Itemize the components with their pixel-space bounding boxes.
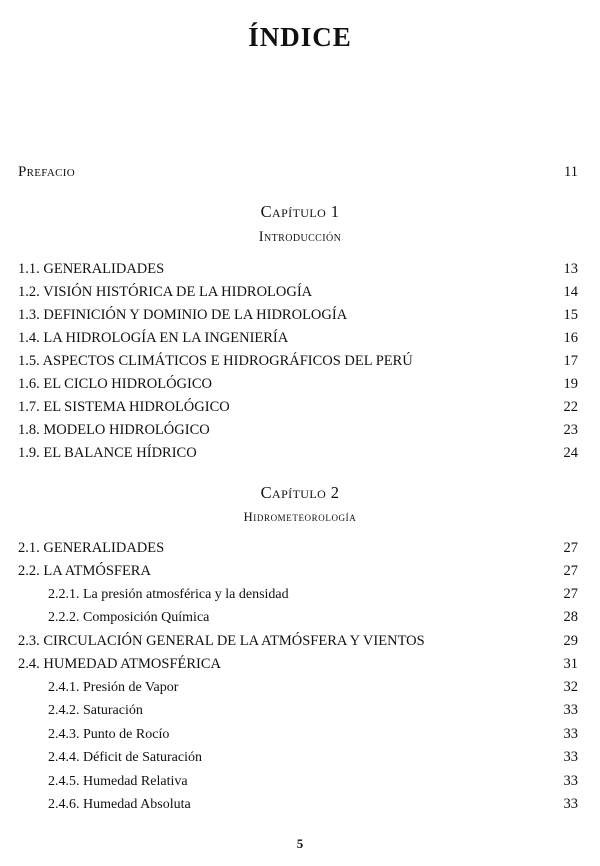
toc-entry-label: 2.4.6. Humedad Absoluta bbox=[48, 797, 191, 812]
toc-entry-prefacio[interactable] bbox=[18, 165, 582, 180]
toc-entry[interactable] bbox=[18, 331, 582, 346]
toc-entry-label: 1.5. ASPECTOS CLIMÁTICOS E HIDROGRÁFICOS DEL PERÚ bbox=[18, 353, 413, 369]
toc-entry[interactable] bbox=[18, 774, 582, 789]
toc-entry-label: 2.1. GENERALIDADES bbox=[18, 539, 165, 556]
chapter-heading-1 bbox=[18, 202, 582, 246]
chapter-2-entries bbox=[18, 541, 582, 813]
toc-entry[interactable] bbox=[18, 446, 582, 461]
toc-entry-label: 2.2. LA ATMÓSFERA bbox=[18, 562, 151, 579]
toc-entry-label: 2.3. CIRCULACIÓN GENERAL DE LA ATMÓSFERA Y VIENTOS bbox=[18, 632, 425, 649]
chapter-heading-2 bbox=[18, 483, 582, 525]
toc-entry-page: 24 bbox=[563, 445, 578, 461]
toc-entry-page: 33 bbox=[563, 702, 578, 718]
toc-entry[interactable] bbox=[18, 262, 582, 277]
toc-entry-label: 1.4. LA HIDROLOGÍA EN LA INGENIERÍA bbox=[18, 330, 289, 346]
toc-entry-label: 2.4.3. Punto de Rocío bbox=[48, 726, 170, 742]
chapter-name: Introducción bbox=[258, 229, 342, 245]
toc-entry[interactable] bbox=[18, 541, 582, 556]
toc-entry-page: 14 bbox=[563, 284, 578, 300]
toc-entry-page: 23 bbox=[563, 422, 578, 438]
toc-entry-page: 27 bbox=[563, 585, 578, 602]
toc-entry-page: 32 bbox=[563, 678, 578, 695]
chapter-name: Hidrometeorología bbox=[243, 509, 357, 524]
toc-entry-page: 16 bbox=[563, 330, 578, 346]
toc-entry[interactable] bbox=[18, 423, 582, 438]
toc-entry-page: 33 bbox=[563, 796, 578, 812]
toc-entry[interactable] bbox=[18, 634, 582, 649]
toc-entry-page: 19 bbox=[563, 376, 578, 392]
toc-entry[interactable] bbox=[18, 703, 582, 718]
toc-entry-page: 31 bbox=[563, 655, 578, 672]
toc-entry[interactable] bbox=[18, 308, 582, 323]
toc-entry-label: 2.2.2. Composición Química bbox=[48, 610, 210, 625]
chapter-number-label: Capítulo 2 bbox=[260, 482, 340, 502]
toc-entry-label: 2.2.1. La presión atmosférica y la densidad bbox=[48, 586, 289, 602]
toc-entry-page: 13 bbox=[563, 261, 578, 277]
toc-entry[interactable] bbox=[18, 400, 582, 415]
toc-entry-label: 1.3. DEFINICIÓN Y DOMINIO DE LA HIDROLOGÍA bbox=[18, 307, 348, 323]
toc-entry[interactable] bbox=[18, 564, 582, 579]
toc-entry-label: 2.4.1. Presión de Vapor bbox=[48, 679, 179, 695]
toc-entry-label: 1.8. MODELO HIDROLÓGICO bbox=[18, 422, 210, 438]
toc-entry[interactable] bbox=[18, 727, 582, 742]
toc-entry-page: 22 bbox=[563, 399, 578, 415]
toc-entry-page: 27 bbox=[563, 562, 578, 579]
toc-entry-label: 1.2. VISIÓN HISTÓRICA DE LA HIDROLOGÍA bbox=[18, 284, 313, 300]
toc-entry[interactable] bbox=[18, 377, 582, 392]
toc-entry[interactable] bbox=[18, 750, 582, 765]
toc-entry-label: 2.4.5. Humedad Relativa bbox=[48, 773, 188, 789]
toc-entry-label: 2.4.4. Déficit de Saturación bbox=[48, 750, 202, 765]
toc-entry-page: 17 bbox=[563, 353, 578, 369]
toc-entry-label: 1.7. EL SISTEMA HIDROLÓGICO bbox=[18, 399, 230, 415]
toc-entry[interactable] bbox=[18, 587, 582, 602]
chapter-number-label: Capítulo 1 bbox=[260, 202, 340, 221]
toc-entry-label: 2.4.2. Saturación bbox=[48, 703, 143, 718]
toc-entry-page: 28 bbox=[563, 609, 578, 625]
toc-entry[interactable] bbox=[18, 797, 582, 812]
toc-entry[interactable] bbox=[18, 680, 582, 695]
toc-entry-page: 33 bbox=[563, 772, 578, 789]
title-spacer bbox=[18, 53, 582, 165]
toc-entry-label: 1.6. EL CICLO HIDROLÓGICO bbox=[18, 376, 212, 392]
toc-entry[interactable] bbox=[18, 354, 582, 369]
footer-page-number: 5 bbox=[296, 836, 304, 851]
toc-entry-page: 27 bbox=[563, 539, 578, 556]
toc-entry-page: 29 bbox=[563, 632, 578, 649]
chapter-1-entries bbox=[18, 262, 582, 461]
toc-entry-page: 33 bbox=[563, 725, 578, 742]
toc-entry-label: 1.1. GENERALIDADES bbox=[18, 261, 165, 277]
toc-entry-label: Prefacio bbox=[18, 164, 75, 180]
toc-entry-label: 2.4. HUMEDAD ATMOSFÉRICA bbox=[18, 655, 222, 672]
toc-entry[interactable] bbox=[18, 657, 582, 672]
toc-entry-page: 11 bbox=[564, 164, 578, 180]
toc-entry-page: 15 bbox=[563, 307, 578, 323]
toc-entry[interactable] bbox=[18, 610, 582, 625]
page-title: ÍNDICE bbox=[248, 22, 352, 52]
toc-entry[interactable] bbox=[18, 285, 582, 300]
toc-entry-label: 1.9. EL BALANCE HÍDRICO bbox=[18, 445, 197, 461]
toc-entry-page: 33 bbox=[563, 749, 578, 765]
